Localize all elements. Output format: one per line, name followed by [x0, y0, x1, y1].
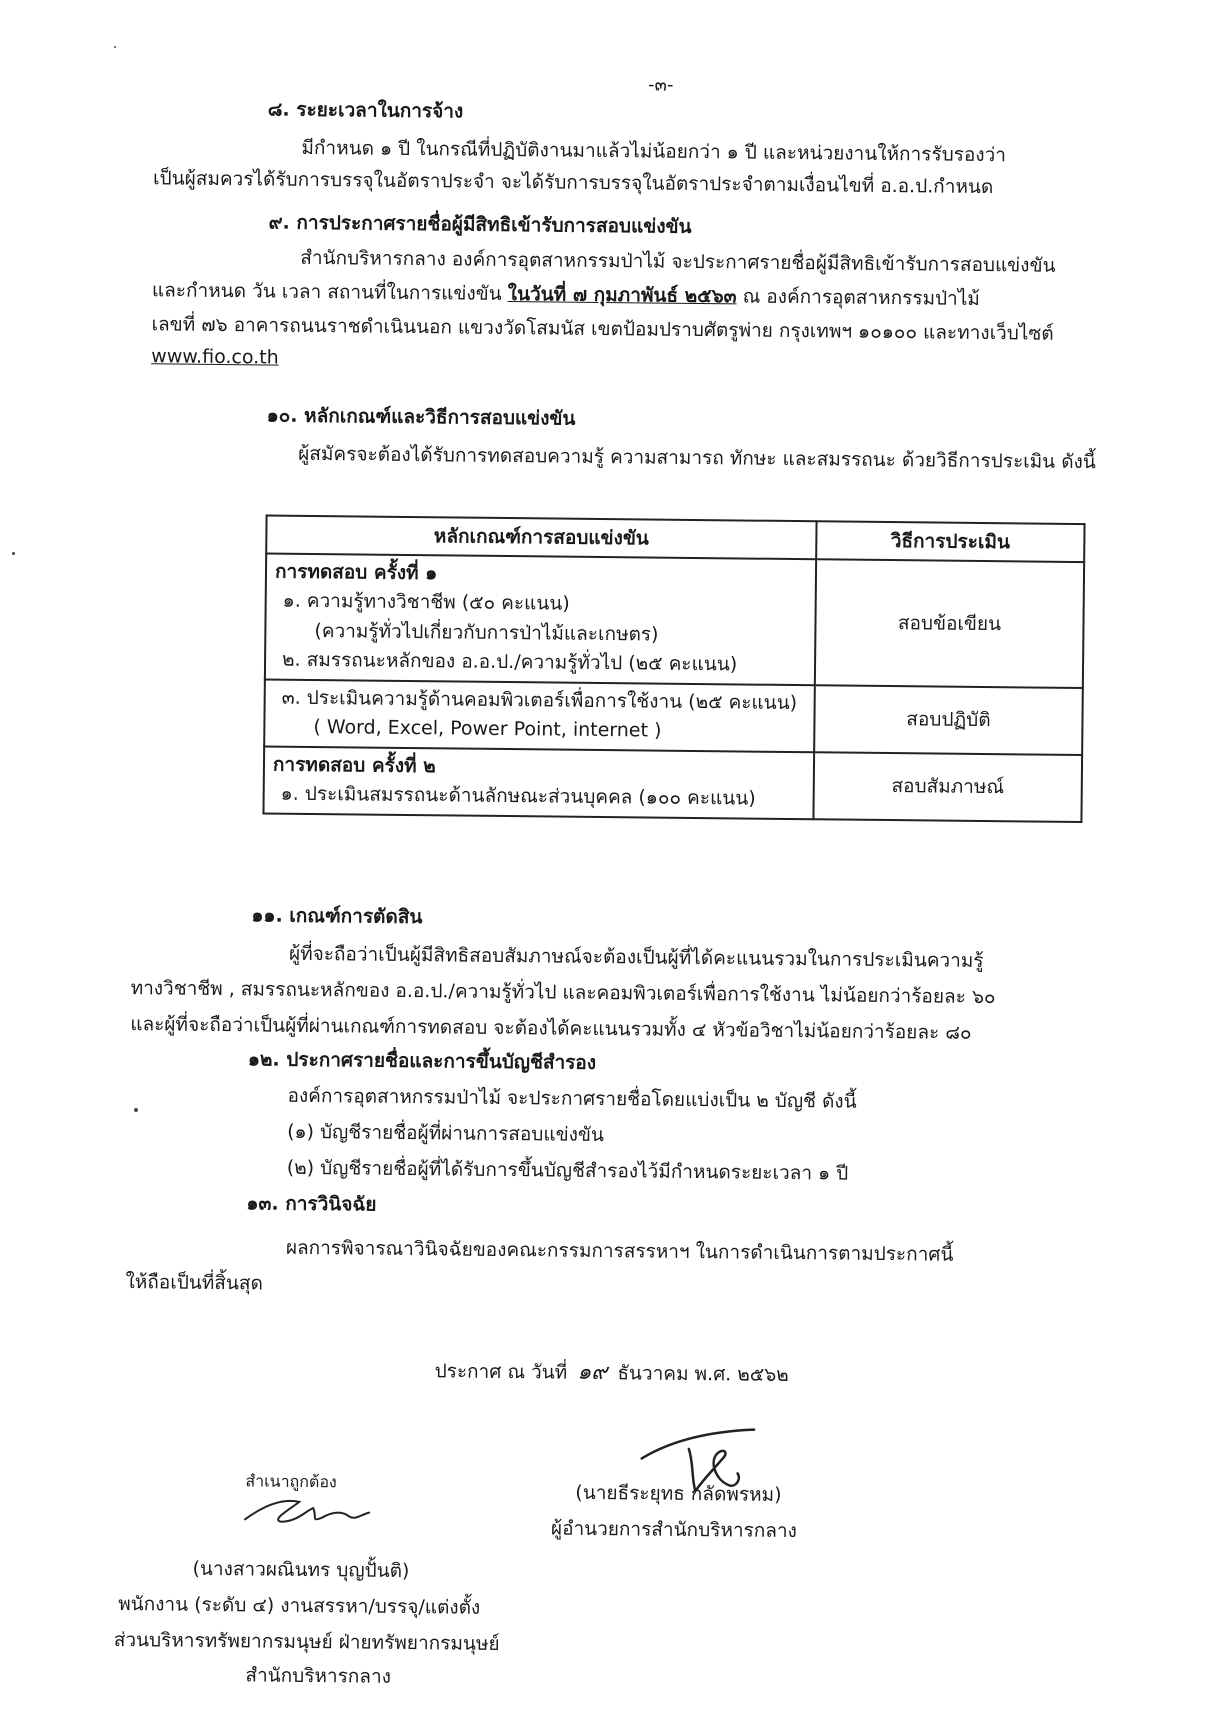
certifier-division: ส่วนบริหารทรัพยากรมนุษย์ ฝ่ายทรัพยากรมนุษย์ — [113, 1628, 500, 1655]
section-9-heading: ๙. การประกาศรายชื่อผู้มีสิทธิเข้ารับการสอบแข่งขัน — [268, 211, 692, 238]
announcement-label: ประกาศ ณ วันที่ — [434, 1360, 568, 1384]
announcement-day: ๑๙ — [577, 1359, 608, 1386]
criteria-cell — [263, 746, 814, 819]
section-8-heading: ๘. ระยะเวลาในการจ้าง — [267, 98, 464, 123]
section-8-line-1: มีกำหนด ๑ ปี ในกรณีที่ปฏิบัติงานมาแล้วไม่น้อยกว่า ๑ ปี และหน่วยงานให้การรับรองว่า — [301, 136, 1007, 167]
website-link[interactable]: www.fio.co.th — [151, 345, 279, 369]
criteria-cell — [265, 553, 816, 685]
round-2-item-1: ๑. ประเมินสมรรถนะด้านลักษณะส่วนบุคคล (๑๐๐ คะแนน) — [280, 782, 756, 810]
section-9-line-2 — [152, 279, 980, 310]
table-row — [265, 553, 1084, 687]
certifier-position: พนักงาน (ระดับ ๔) งานสรรหา/บรรจุ/แต่งตั้ง — [118, 1592, 481, 1619]
section-12-heading: ๑๒. ประกาศรายชื่อและการขึ้นบัญชีสำรอง — [247, 1048, 597, 1074]
certified-copy-label: สำเนาถูกต้อง — [245, 1471, 337, 1492]
announcement-date — [434, 1358, 788, 1388]
section-12-line-1: องค์การอุตสาหกรรมป่าไม้ จะประกาศรายชื่อโดยแบ่งเป็น ๒ บัญชี ดังนี้ — [287, 1084, 857, 1113]
section-10-intro: ผู้สมัครจะต้องได้รับการทดสอบความรู้ ความสามารถ ทักษะ และสมรรถนะ ด้วยวิธีการประเมิน ดังนี้ — [298, 442, 1096, 474]
director-name: (นายธีระยุทธ กลัดพรหม) — [575, 1481, 782, 1506]
method-practical: สอบปฏิบัติ — [814, 685, 1083, 755]
round-1-label: การทดสอบ ครั้งที่ ๑ — [274, 560, 438, 585]
section-10-heading: ๑๐. หลักเกณฑ์และวิธีการสอบแข่งขัน — [266, 404, 576, 430]
director-title: ผู้อำนวยการสำนักบริหารกลาง — [550, 1517, 798, 1543]
method-interview: สอบสัมภาษณ์ — [813, 752, 1082, 822]
section-11-line-1: ผู้ที่จะถือว่าเป็นผู้มีสิทธิสอบสัมภาษณ์จะต้องเป็นผู้ที่ได้คะแนนรวมในการประเมินความรู้ — [288, 942, 984, 973]
header-method: วิธีการประเมิน — [816, 521, 1084, 562]
section-8-line-2: เป็นผู้สมควรได้รับการบรรจุในอัตราประจำ จะได้รับการบรรจุในอัตราประจำตามเงื่อนไขที่ อ.อ.ป.กำหนด — [152, 167, 994, 199]
section-11-heading: ๑๑. เกณฑ์การตัดสิน — [251, 904, 423, 929]
section-9-line-1: สำนักบริหารกลาง องค์การอุตสาหกรรมป่าไม้ จะประกาศรายชื่อผู้มีสิทธิเข้ารับการสอบแข่งขัน — [300, 246, 1056, 277]
section-13-line-1: ผลการพิจารณาวินิจฉัยของคณะกรรมการสรรหาฯ ในการดำเนินการตามประกาศนี้ — [285, 1236, 954, 1266]
header-criteria: หลักเกณฑ์การสอบแข่งขัน — [266, 515, 816, 559]
round-1-item-2: ๒. สมรรถนะหลักของ อ.อ.ป./ความรู้ทั่วไป (๒๕ คะแนน) — [281, 648, 738, 676]
certifier-name: (นางสาวผณินทร บุญปั้นติ) — [192, 1557, 410, 1583]
exam-date: ในวันที่ ๗ กุมภาพันธ์ ๒๕๖๓ — [507, 283, 737, 308]
certifier-signature — [241, 1489, 371, 1530]
round-1-item-3: ๓. ประเมินความรู้ด้านคอมพิวเตอร์เพื่อการใช้งาน (๒๕ คะแนน) — [281, 686, 798, 714]
round-2-label: การทดสอบ ครั้งที่ ๒ — [272, 753, 436, 777]
exam-criteria-table — [262, 514, 1085, 822]
scan-speck — [134, 1108, 138, 1112]
section-12-item-1: (๑) บัญชีรายชื่อผู้ที่ผ่านการสอบแข่งขัน — [287, 1120, 605, 1147]
section-13-heading: ๑๓. การวินิจฉัย — [246, 1192, 377, 1216]
certifier-office: สำนักบริหารกลาง — [245, 1664, 392, 1688]
scan-speck — [114, 46, 116, 48]
round-1-item-1: ๑. ความรู้ทางวิชาชีพ (๕๐ คะแนน) — [282, 590, 570, 616]
section-11-line-3: และผู้ที่จะถือว่าเป็นผู้ที่ผ่านเกณฑ์การทดสอบ จะต้องได้คะแนนรวมทั้ง ๔ หัวข้อวิชาไม่น้อยกว่าร้อยละ ๘๐ — [130, 1013, 972, 1044]
section-11-line-2: ทางวิชาชีพ , สมรรถนะหลักของ อ.อ.ป./ความรู้ทั่วไป และคอมพิวเตอร์เพื่อการใช้งาน ไม่น้อยกว่าร้อยละ ๖๐ — [130, 977, 996, 1009]
section-9-line-3: เลขที่ ๗๖ อาคารถนนราชดำเนินนอก แขวงวัดโสมนัส เขตป้อมปราบศัตรูพ่าย กรุงเทพฯ ๑๐๑๐๐ และทางเว็บไซต์ — [151, 313, 1054, 345]
announcement-month-year: ธันวาคม พ.ศ. ๒๕๖๒ — [617, 1362, 789, 1387]
table-row — [263, 746, 1082, 821]
scan-speck — [12, 552, 15, 555]
section-12-item-2: (๒) บัญชีรายชื่อผู้ที่ได้รับการขึ้นบัญชีสำรองไว้มีกำหนดระยะเวลา ๑ ปี — [286, 1156, 849, 1185]
table-row — [264, 679, 1083, 754]
round-1-item-1-sub: (ความรู้ทั่วไปเกี่ยวกับการป่าไม้และเกษตร) — [314, 619, 659, 646]
section-13-line-2: ให้ถือเป็นที่สิ้นสุด — [125, 1271, 263, 1295]
page-number: -๓- — [648, 74, 674, 96]
method-written: สอบข้อเขียน — [815, 559, 1084, 688]
section-9-line-2-start: และกำหนด วัน เวลา สถานที่ในการแข่งขัน — [151, 279, 508, 306]
round-1-item-3-sub: ( Word, Excel, Power Point, internet ) — [313, 716, 662, 742]
section-9-line-2-end: ณ องค์การอุตสาหกรรมป่าไม้ — [736, 285, 980, 310]
criteria-cell — [264, 679, 815, 752]
